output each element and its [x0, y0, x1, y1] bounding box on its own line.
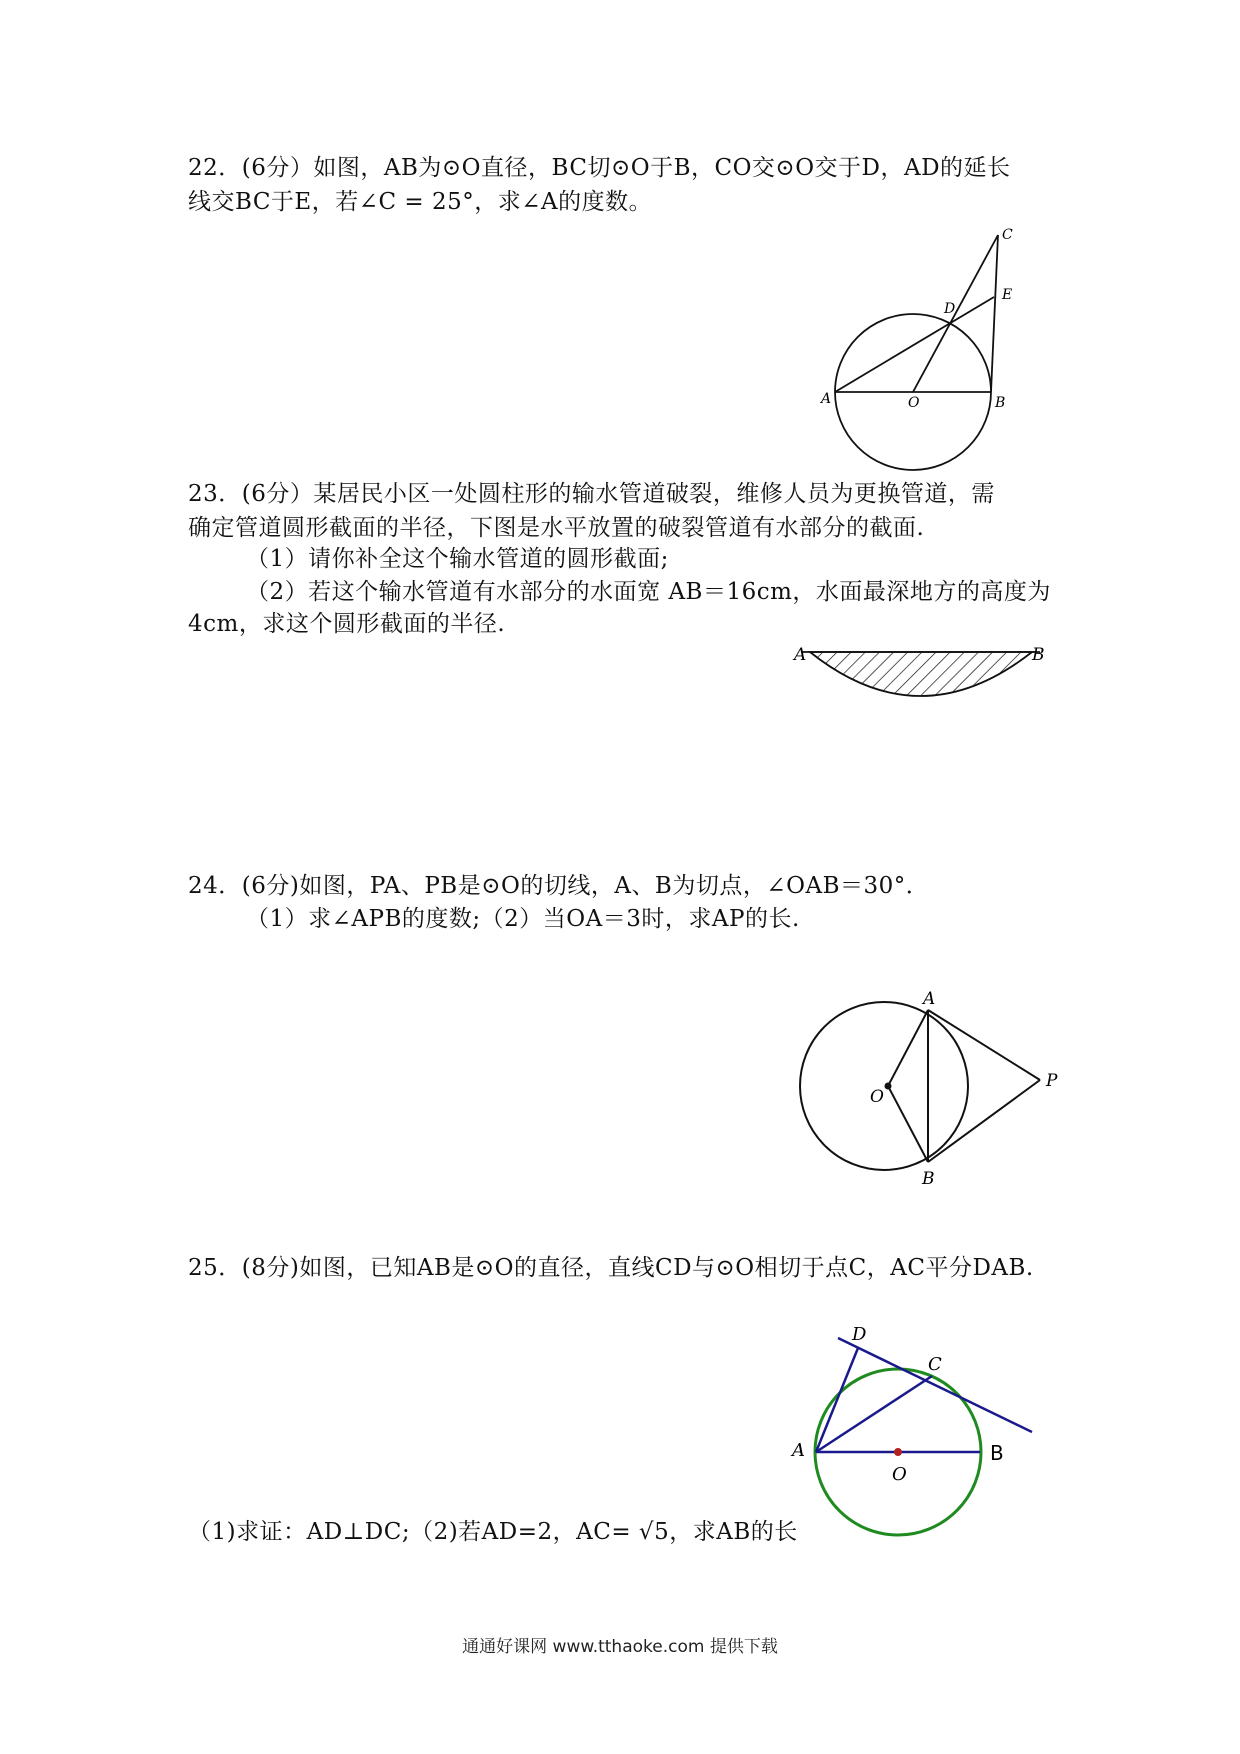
- q24-center-point: [885, 1083, 892, 1090]
- q24-tangent-pb: [928, 1080, 1040, 1162]
- q23-line5: 4cm，求这个圆形截面的半径.: [188, 611, 506, 637]
- q23-figure: [792, 640, 1052, 720]
- page-footer: 通通好课网 www.tthaoke.com 提供下载: [462, 1637, 778, 1657]
- q22-line-ae: [835, 297, 994, 392]
- q25-line1: 25．(8分)如图，已知AB是⊙O的直径，直线CD与⊙O相切于点C，AC平分DAB.: [188, 1255, 1034, 1281]
- q25-center-point: [894, 1448, 902, 1456]
- q25-figure: [780, 1310, 1050, 1540]
- q23-line2: 确定管道圆形截面的半径，下图是水平放置的破裂管道有水部分的截面.: [188, 515, 925, 541]
- q22-label-a: A: [821, 391, 832, 407]
- q23-line4: （2）若这个输水管道有水部分的水面宽 AB＝16cm，水面最深地方的高度为: [246, 579, 1051, 605]
- q23-line3: （1）请你补全这个输水管道的圆形截面;: [246, 546, 669, 572]
- q23-label-a: A: [794, 645, 807, 665]
- q24-radius-oa: [888, 1010, 928, 1086]
- q23-water-segment: [810, 652, 1032, 696]
- q22-line-co: [913, 235, 998, 392]
- q25-label-c: C: [928, 1354, 942, 1375]
- q23-line1: 23．(6分）某居民小区一处圆柱形的输水管道破裂，维修人员为更换管道，需: [188, 481, 995, 507]
- q24-circle: [800, 1002, 968, 1170]
- q23-label-b: B: [1032, 645, 1045, 665]
- q24-label-b: B: [922, 1169, 935, 1189]
- q22-label-d: D: [944, 301, 956, 317]
- q24-label-a: A: [923, 989, 936, 1009]
- q22-line2: 线交BC于E，若∠C = 25°，求∠A的度数。: [188, 189, 653, 215]
- q25-label-o: O: [892, 1464, 907, 1485]
- q22-label-e: E: [1002, 287, 1013, 303]
- q24-label-p: P: [1046, 1071, 1058, 1091]
- q24-tangent-pa: [928, 1010, 1040, 1080]
- q25-line-ac: [816, 1376, 932, 1452]
- q25-label-d: D: [852, 1324, 867, 1345]
- q22-tangent-bc: [991, 235, 998, 392]
- q24-radius-ob: [888, 1086, 928, 1162]
- q24-line2: （1）求∠APB的度数;（2）当OA＝3时，求AP的长.: [246, 906, 800, 932]
- q25-line-ad: [816, 1348, 858, 1452]
- q24-figure: [790, 990, 1080, 1190]
- q22-figure: [820, 225, 1020, 465]
- q25-line2: （1)求证：AD⊥DC;（2)若AD=2，AC= √5，求AB的长: [188, 1519, 798, 1545]
- q22-label-b: B: [995, 395, 1006, 411]
- q25-label-a: A: [792, 1440, 805, 1461]
- q24-line1: 24．(6分)如图，PA、PB是⊙O的切线，A、B为切点，∠OAB＝30°．: [188, 873, 930, 899]
- q22-line1: 22．(6分）如图，AB为⊙O直径，BC切⊙O于B，CO交⊙O交于D，AD的延长: [188, 155, 1011, 181]
- q22-label-o: O: [908, 395, 920, 411]
- q24-label-o: O: [870, 1087, 884, 1107]
- q22-label-c: C: [1002, 227, 1013, 243]
- q25-label-b: B: [990, 1441, 1004, 1465]
